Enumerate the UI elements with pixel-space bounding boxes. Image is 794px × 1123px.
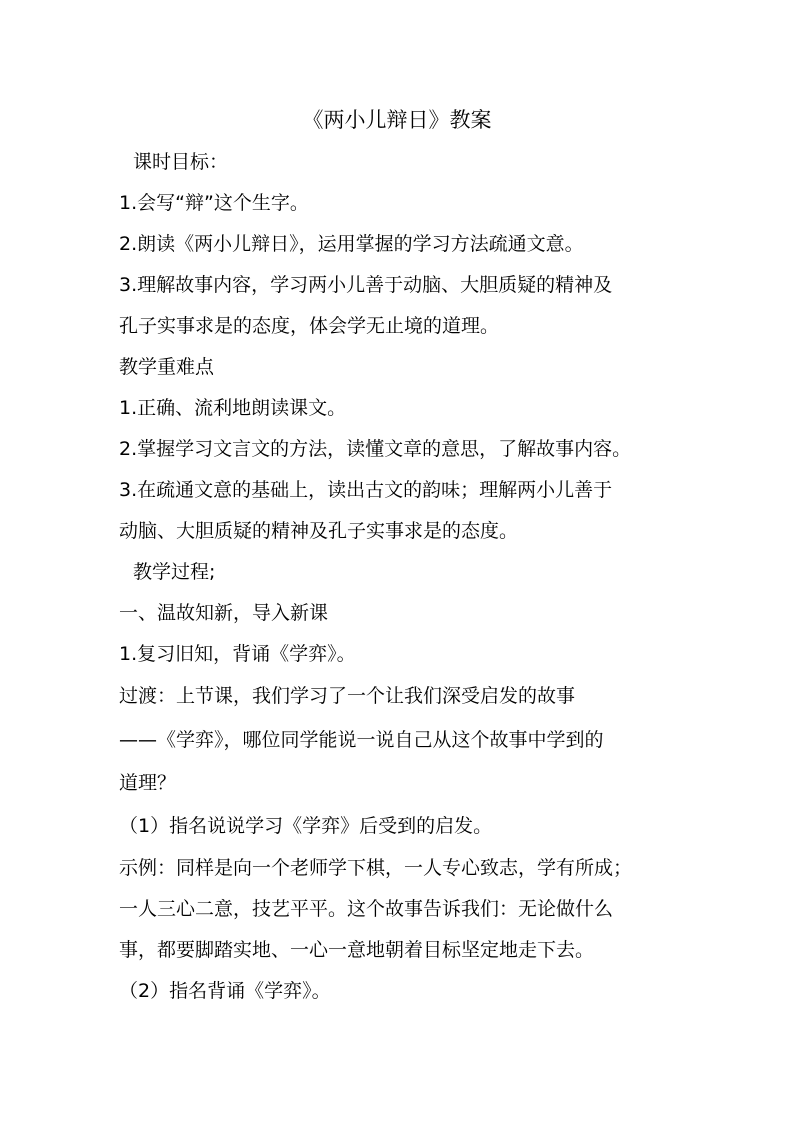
paragraph-line: 3.理解故事内容，学习两小儿善于动脑、大胆质疑的精神及: [119, 274, 613, 296]
paragraph-line: 1.会写“辩”这个生字。: [119, 192, 309, 214]
section-heading-key-points: 教学重难点: [119, 356, 215, 378]
paragraph-line: 1.复习旧知，背诵《学弈》。: [119, 643, 356, 665]
paragraph-line: 过渡：上节课，我们学习了一个让我们深受启发的故事: [119, 685, 576, 707]
paragraph-line: 道理？: [119, 772, 177, 794]
paragraph-line: （1）指名说说学习《学弈》后受到的启发。: [119, 815, 493, 837]
paragraph-line: 动脑、大胆质疑的精神及孔子实事求是的态度。: [119, 520, 519, 542]
paragraph-line: ——《学弈》，哪位同学能说一说自己从这个故事中学到的: [119, 729, 604, 751]
paragraph-line: 一、温故知新，导入新课: [119, 602, 329, 624]
paragraph-line: 1.正确、流利地朗读课文。: [119, 397, 347, 419]
paragraph-line: （2）指名背诵《学弈》。: [119, 980, 331, 1002]
paragraph-line: 3.在疏通文意的基础上，读出古文的韵味；理解两小儿善于: [119, 479, 613, 501]
section-heading-lesson-goals: 课时目标：: [133, 151, 229, 173]
paragraph-line: 2.朗读《两小儿辩日》，运用掌握的学习方法疏通文意。: [119, 233, 584, 255]
paragraph-line: 一人三心二意，技艺平平。这个故事告诉我们：无论做什么: [119, 898, 614, 920]
section-heading-teaching-process: 教学过程;: [133, 561, 216, 583]
paragraph-line: 示例：同样是向一个老师学下棋，一人专心致志，学有所成；: [119, 857, 633, 879]
document-title: 《两小儿辩日》教案: [302, 108, 492, 132]
paragraph-line: 事，都要脚踏实地、一心一意地朝着目标坚定地走下去。: [119, 939, 595, 961]
paragraph-line: 孔子实事求是的态度，体会学无止境的道理。: [119, 315, 500, 337]
paragraph-line: 2.掌握学习文言文的方法，读懂文章的意思，了解故事内容。: [119, 438, 632, 460]
